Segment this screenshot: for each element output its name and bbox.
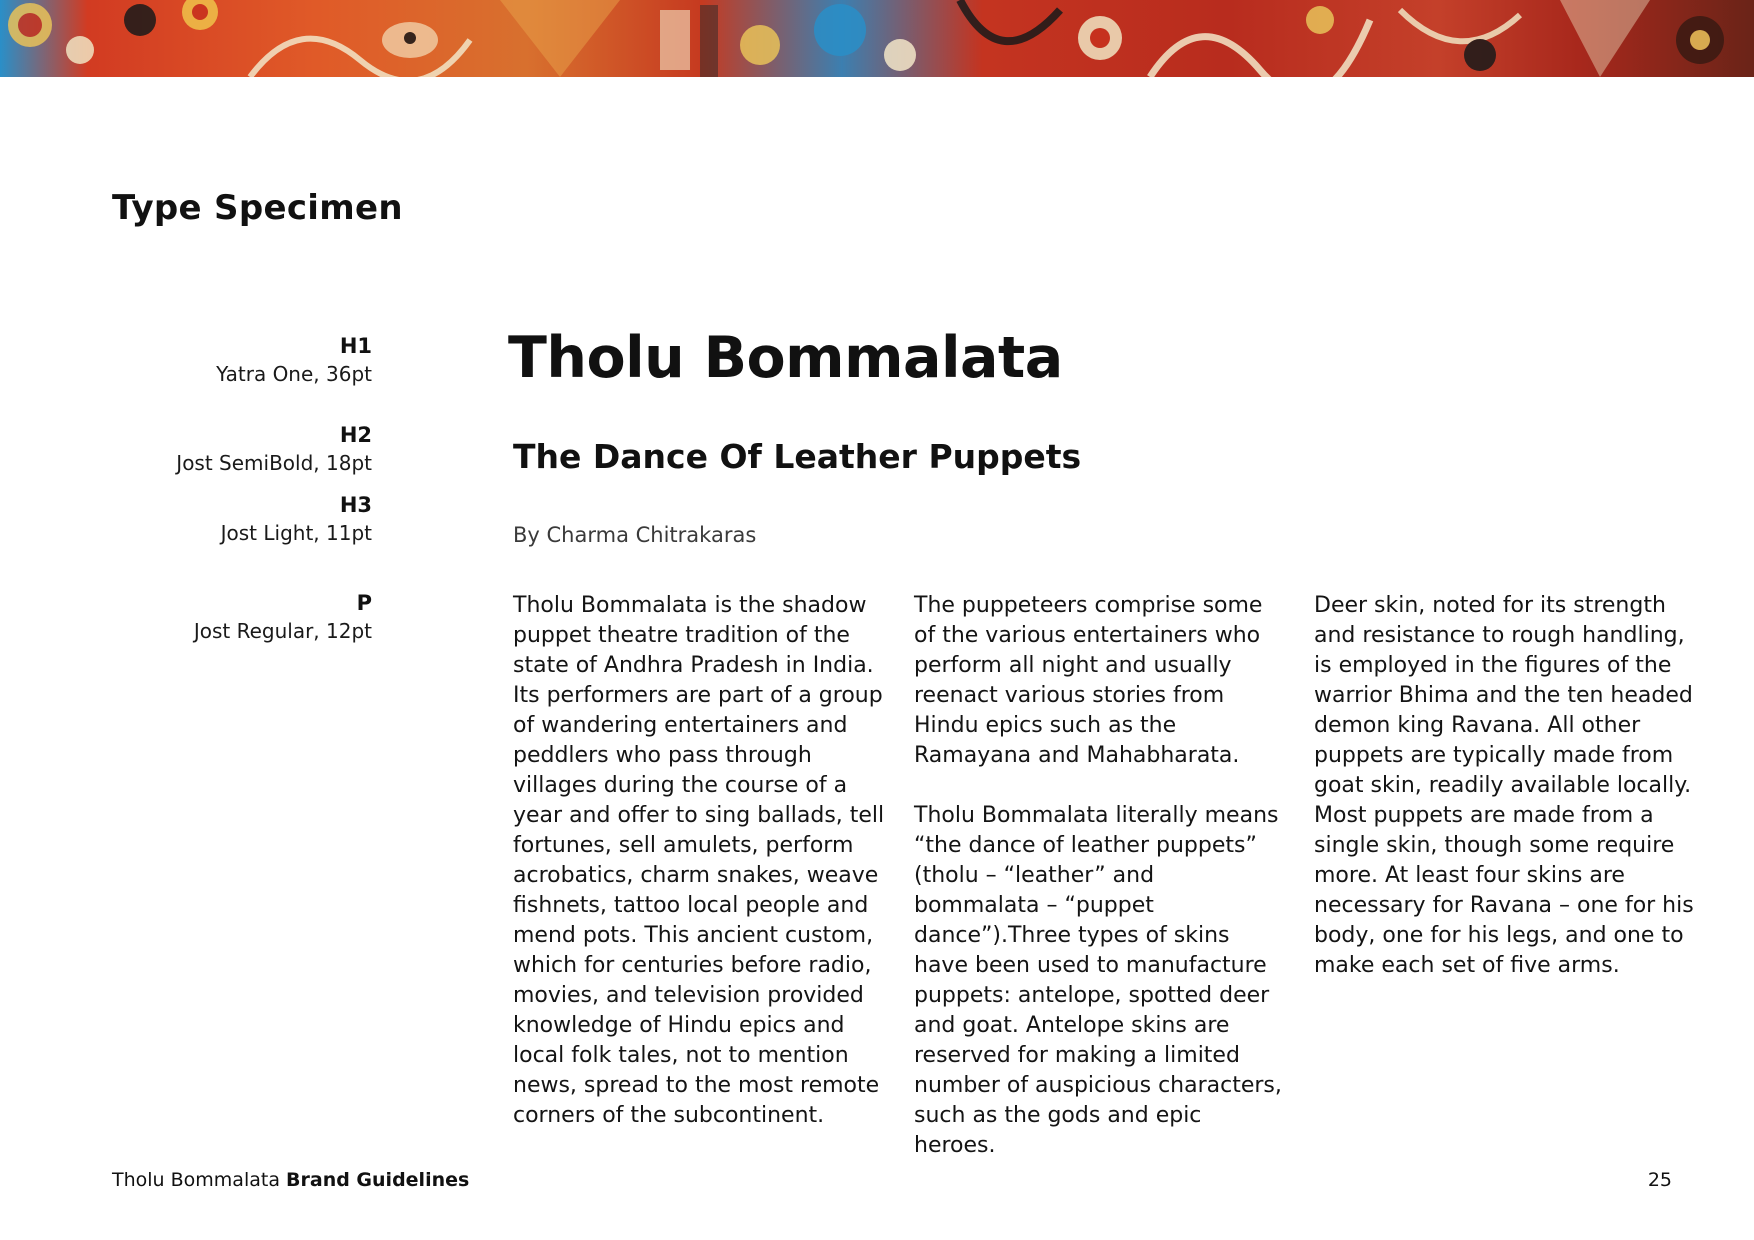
article-column-2	[914, 591, 1284, 1161]
specimen-tag: H2	[339, 423, 372, 447]
article-h2: The Dance Of Leather Puppets	[513, 437, 1082, 476]
article-column-3	[1314, 591, 1694, 981]
footer-document-title	[112, 1168, 469, 1192]
page-number: 25	[1647, 1169, 1672, 1191]
footer-brand: Tholu Bommalata	[112, 1169, 280, 1191]
specimen-p	[112, 589, 372, 645]
article-h1: Tholu Bommalata	[508, 325, 1063, 391]
specimen-font: Jost SemiBold, 18pt	[176, 451, 372, 475]
paragraph: Tholu Bommalata literally means “the dance of leather puppets” (tholu – “leather” and bommalata – “puppet dance”).Three types of skins have been used to manufacture puppets: antelope, spotted deer and goat. Antelope skins are reserved for making a limited number of auspicious characters, such as the gods and epic heroes.	[914, 803, 1282, 1158]
header-banner-image	[0, 0, 1754, 77]
article-byline: By Charma Chitrakaras	[513, 523, 757, 547]
specimen-h2	[112, 421, 372, 477]
specimen-tag: P	[356, 591, 372, 615]
article-column-1	[513, 591, 893, 1131]
paragraph: The puppeteers comprise some of the various entertainers who perform all night and usually reenact various stories from Hindu epics such as the Ramayana and Mahabharata.	[914, 593, 1263, 768]
paragraph: Tholu Bommalata is the shadow puppet theatre tradition of the state of Andhra Pradesh in India. Its performers are part of a group of wandering entertainers and peddlers who pass through villages during the course of a year and offer to sing ballads, tell fortunes, sell amulets, perform acrobatics, charm snakes, weave fishnets, tattoo local people and mend pots. This ancient custom, which for centuries before radio, movies, and television provided knowledge of Hindu epics and local folk tales, not to mention news, spread to the most remote corners of the subcontinent.	[513, 593, 885, 1128]
specimen-font: Jost Regular, 12pt	[193, 619, 372, 643]
specimen-tag: H1	[339, 334, 372, 358]
specimen-font: Yatra One, 36pt	[216, 362, 372, 386]
specimen-tag: H3	[339, 493, 372, 517]
page-title: Type Specimen	[112, 188, 403, 228]
specimen-h1	[112, 332, 372, 388]
paragraph: Deer skin, noted for its strength and resistance to rough handling, is employed in the figures of the warrior Bhima and the ten headed demon king Ravana. All other puppets are typically made from goat skin, readily available locally. Most puppets are made from a single skin, though some require more. At least four skins are necessary for Ravana – one for his body, one for his legs, and one to make each set of five arms.	[1314, 593, 1694, 978]
specimen-h3	[112, 491, 372, 547]
specimen-font: Jost Light, 11pt	[220, 521, 372, 545]
footer-doc-name: Brand Guidelines	[286, 1169, 470, 1191]
